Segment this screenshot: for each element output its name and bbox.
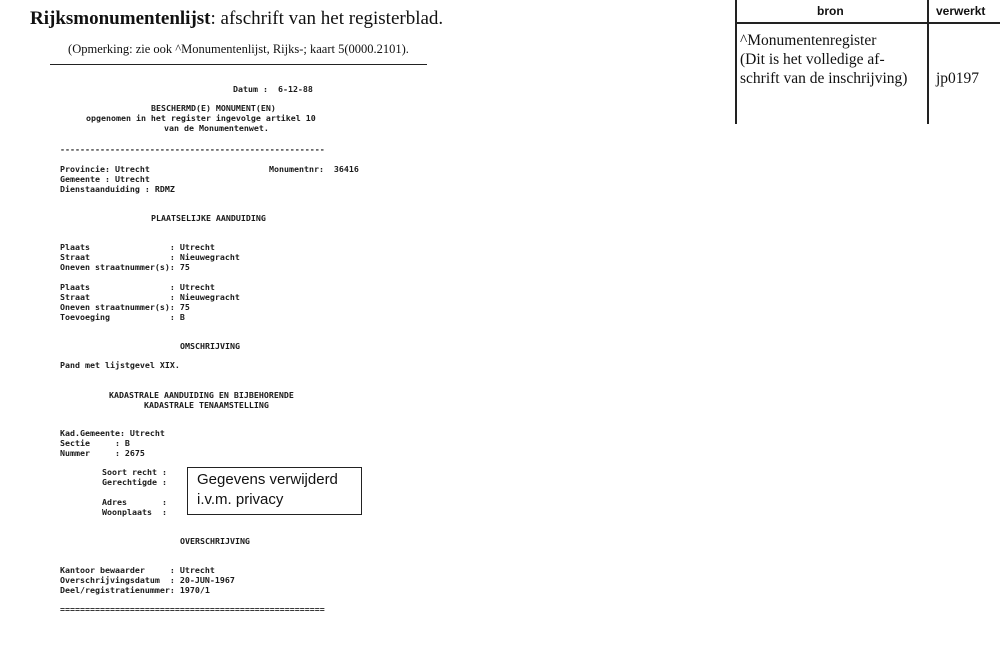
table-left-border xyxy=(735,0,737,124)
overschrijvingsdatum: Overschrijvingsdatum : 20-JUN-1967 xyxy=(60,575,235,585)
woonplaats-label: Woonplaats : xyxy=(102,507,167,517)
plaatselijke-title: PLAATSELIJKE AANDUIDING xyxy=(151,213,266,223)
equals-rule: ===================================================== xyxy=(60,604,325,614)
bron-line-2: (Dit is het volledige af- xyxy=(740,51,885,68)
dash-rule: ----------------------------------------------------- xyxy=(60,144,325,154)
address2-toevoeging: Toevoeging : B xyxy=(60,312,185,322)
header-line-3: van de Monumentenwet. xyxy=(164,123,269,133)
header-line-2: opgenomen in het register ingevolge artikel 10 xyxy=(86,113,316,123)
verwerkt-cell: jp0197 xyxy=(936,70,980,87)
address1-plaats: Plaats : Utrecht xyxy=(60,242,215,252)
overschrijving-title: OVERSCHRIJVING xyxy=(180,536,250,546)
provincie-line: Provincie: Utrecht xyxy=(60,164,150,174)
column-header-bron: bron xyxy=(817,4,844,18)
kadastrale-title-1: KADASTRALE AANDUIDING EN BIJBEHORENDE xyxy=(109,390,294,400)
kantoor-bewaarder: Kantoor bewaarder : Utrecht xyxy=(60,565,215,575)
bron-cell xyxy=(740,31,907,88)
gerechtigde-label: Gerechtigde : xyxy=(102,477,167,487)
remark-note: (Opmerking: zie ook ^Monumentenlijst, Rijks-; kaart 5(0000.2101). xyxy=(68,42,409,56)
dienstaanduiding-line: Dienstaanduiding : RDMZ xyxy=(60,184,175,194)
privacy-redaction-box xyxy=(187,467,362,515)
adres-label: Adres : xyxy=(102,497,167,507)
table-header-rule xyxy=(735,22,1000,24)
datum-line: Datum : 6-12-88 xyxy=(233,84,313,94)
bron-line-3: schrift van de inschrijving) xyxy=(740,70,908,87)
gemeente-line: Gemeente : Utrecht xyxy=(60,174,150,184)
address2-nummer: Oneven straatnummer(s): 75 xyxy=(60,302,190,312)
header-line-1: BESCHERMD(E) MONUMENT(EN) xyxy=(151,103,276,113)
kad-gemeente: Kad.Gemeente: Utrecht xyxy=(60,428,165,438)
address2-straat: Straat : Nieuwegracht xyxy=(60,292,240,302)
page-title xyxy=(30,8,443,30)
page-title-rest: : afschrift van het registerblad. xyxy=(210,8,444,29)
kad-sectie: Sectie : B xyxy=(60,438,130,448)
column-header-verwerkt: verwerkt xyxy=(936,4,986,18)
kad-nummer: Nummer : 2675 xyxy=(60,448,145,458)
omschrijving-text: Pand met lijstgevel XIX. xyxy=(60,360,180,370)
address1-straat: Straat : Nieuwegracht xyxy=(60,252,240,262)
remark-underline xyxy=(50,64,427,65)
page-title-bold: Rijksmonumentenlijst xyxy=(30,8,211,29)
kadastrale-title-2: KADASTRALE TENAAMSTELLING xyxy=(144,400,269,410)
address2-plaats: Plaats : Utrecht xyxy=(60,282,215,292)
soort-recht-label: Soort recht : xyxy=(102,467,167,477)
table-column-divider xyxy=(927,0,929,124)
deel-registratienummer: Deel/registratienummer: 1970/1 xyxy=(60,585,210,595)
omschrijving-title: OMSCHRIJVING xyxy=(180,341,240,351)
address1-nummer: Oneven straatnummer(s): 75 xyxy=(60,262,190,272)
monumentnr-line: Monumentnr: 36416 xyxy=(269,164,359,174)
privacy-line-2: i.v.m. privacy xyxy=(197,491,284,508)
privacy-line-1: Gegevens verwijderd xyxy=(197,471,338,488)
bron-line-1: ^Monumentenregister xyxy=(740,32,877,49)
